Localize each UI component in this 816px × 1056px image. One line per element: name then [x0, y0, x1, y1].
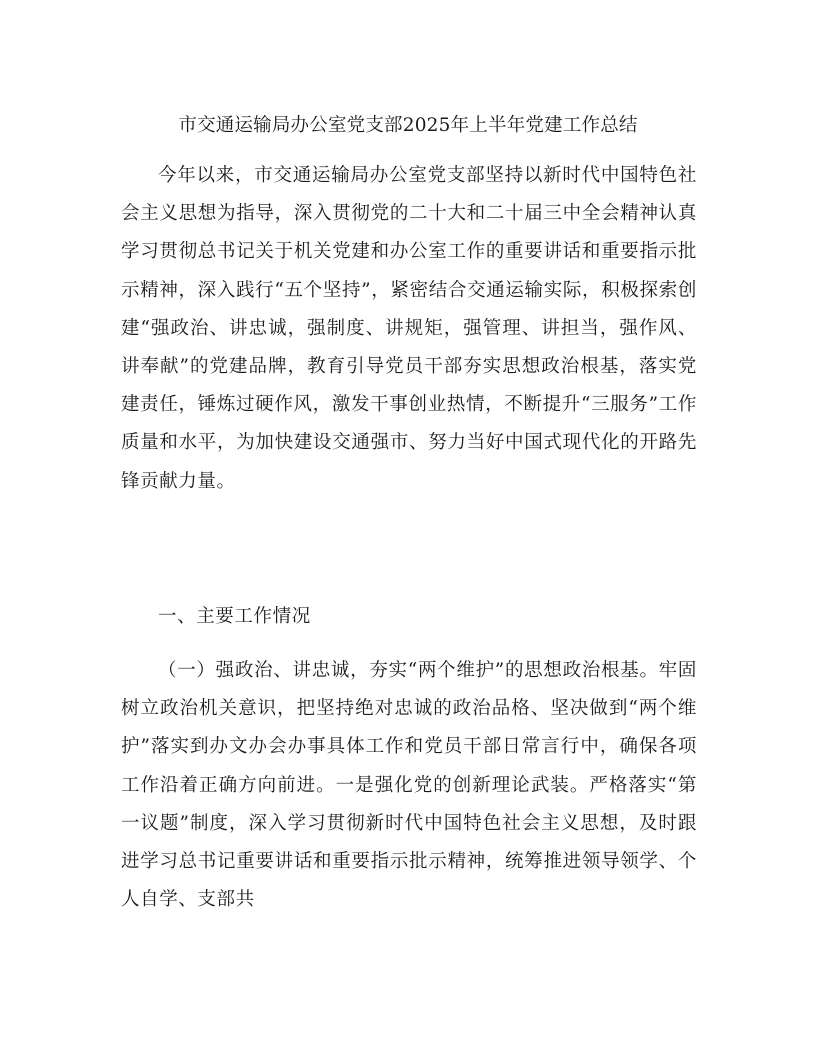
subsection-paragraph-politics: （一）强政治、讲忠诚，夯实“两个维护”的思想政治根基。牢固树立政治机关意识，把坚持绝对忠诚的政治品格、坚决做到“两个维护”落实到办文办会办事具体工作和党员干部日常言行中，确保各项工作沿着正确方向前进。一是强化党的创新理论武装。严格落实“第一议题”制度，深入学习贯彻新时代中国特色社会主义思想，及时跟进学习总书记重要讲话和重要指示批示精神，统筹推进领导领学、个人自学、支部共 [121, 660, 697, 911]
intro-paragraph: 今年以来，市交通运输局办公室党支部坚持以新时代中国特色社会主义思想为指导，深入贯彻党的二十大和二十届三中全会精神认真学习贯彻总书记关于机关党建和办公室工作的重要讲话和重要指示批示精神，深入践行“五个坚持”，紧密结合交通运输实际，积极探索创建“强政治、讲忠诚，强制度、讲规矩，强管理、讲担当，强作风、讲奉献”的党建品牌，教育引导党员干部夯实思想政治根基，落实党建责任，锤炼过硬作风，激发干事创业热情，不断提升“三服务”工作质量和水平，为加快建设交通强市、努力当好中国式现代化的开路先锋贡献力量。 [121, 165, 697, 492]
section-heading-main-work: 一、主要工作情况 [158, 606, 311, 627]
document-title: 市交通运输局办公室党支部2025年上半年党建工作总结 [178, 115, 638, 136]
